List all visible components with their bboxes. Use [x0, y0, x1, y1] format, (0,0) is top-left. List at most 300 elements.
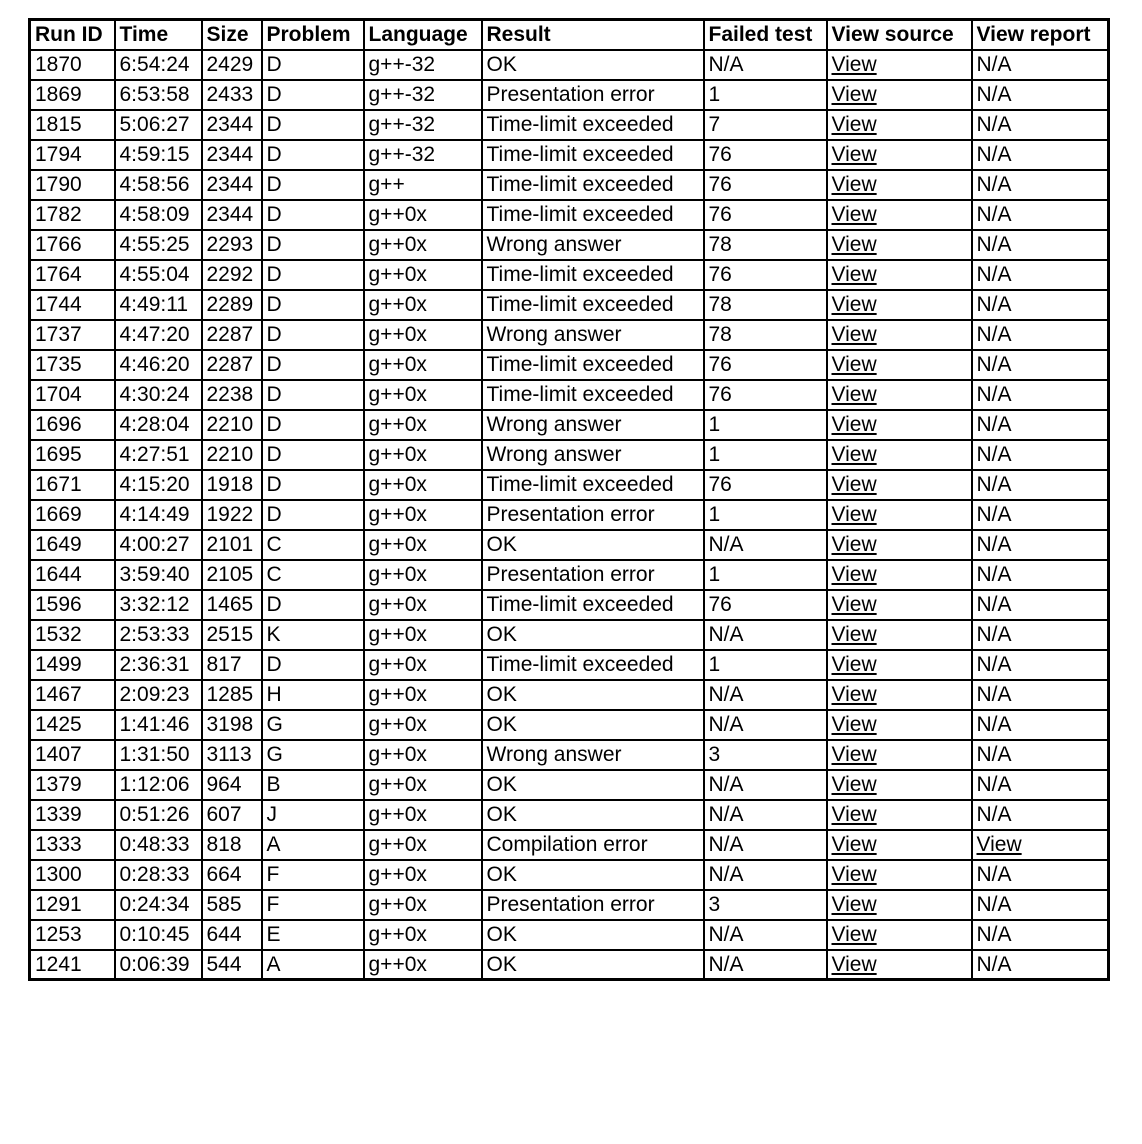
cell-problem: B — [262, 770, 364, 800]
view-source-link[interactable]: View — [831, 353, 877, 376]
cell-problem: D — [262, 440, 364, 470]
table-row — [30, 920, 1109, 950]
cell-time: 4:55:04 — [115, 260, 202, 290]
cell-run-id: 1241 — [30, 950, 115, 980]
cell-time: 4:30:24 — [115, 380, 202, 410]
view-source-link[interactable]: View — [831, 503, 877, 526]
cell-problem: F — [262, 860, 364, 890]
cell-language: g++0x — [364, 860, 482, 890]
cell-time: 0:10:45 — [115, 920, 202, 950]
cell-language: g++0x — [364, 800, 482, 830]
column-header-result: Result — [482, 20, 704, 50]
table-row — [30, 560, 1109, 590]
cell-problem: D — [262, 380, 364, 410]
cell-failed-test: 76 — [704, 140, 827, 170]
cell-language: g++0x — [364, 890, 482, 920]
view-source-link[interactable]: View — [831, 83, 877, 106]
table-row — [30, 800, 1109, 830]
cell-view-report: N/A — [972, 350, 1109, 380]
cell-failed-test: 3 — [704, 890, 827, 920]
cell-time: 2:09:23 — [115, 680, 202, 710]
cell-result: OK — [482, 710, 704, 740]
cell-run-id: 1532 — [30, 620, 115, 650]
cell-view-report: N/A — [972, 560, 1109, 590]
cell-size: 2287 — [202, 350, 262, 380]
cell-view-source — [827, 110, 972, 140]
cell-size: 2105 — [202, 560, 262, 590]
cell-failed-test: 76 — [704, 350, 827, 380]
table-row — [30, 410, 1109, 440]
column-header-run-id: Run ID — [30, 20, 115, 50]
cell-problem: D — [262, 320, 364, 350]
cell-size: 544 — [202, 950, 262, 980]
cell-result: Wrong answer — [482, 740, 704, 770]
cell-time: 6:54:24 — [115, 50, 202, 80]
view-source-link[interactable]: View — [831, 113, 877, 136]
cell-failed-test: 3 — [704, 740, 827, 770]
view-source-link[interactable]: View — [831, 773, 877, 796]
cell-result: Presentation error — [482, 500, 704, 530]
cell-result: OK — [482, 620, 704, 650]
cell-language: g++0x — [364, 770, 482, 800]
cell-problem: C — [262, 530, 364, 560]
cell-view-source — [827, 350, 972, 380]
column-header-view-source: View source — [827, 20, 972, 50]
cell-view-report: N/A — [972, 260, 1109, 290]
cell-time: 0:51:26 — [115, 800, 202, 830]
cell-failed-test: N/A — [704, 50, 827, 80]
cell-language: g++0x — [364, 830, 482, 860]
column-header-problem: Problem — [262, 20, 364, 50]
cell-run-id: 1695 — [30, 440, 115, 470]
cell-size: 2210 — [202, 410, 262, 440]
cell-view-report: N/A — [972, 590, 1109, 620]
view-source-link[interactable]: View — [831, 233, 877, 256]
cell-view-source — [827, 590, 972, 620]
view-source-link[interactable]: View — [831, 143, 877, 166]
cell-language: g++0x — [364, 440, 482, 470]
cell-view-report — [972, 830, 1109, 860]
cell-size: 2210 — [202, 440, 262, 470]
runs-table — [28, 18, 1110, 981]
table-row — [30, 620, 1109, 650]
table-row — [30, 710, 1109, 740]
cell-problem: A — [262, 950, 364, 980]
cell-problem: J — [262, 800, 364, 830]
cell-run-id: 1764 — [30, 260, 115, 290]
view-source-link[interactable]: View — [831, 413, 877, 436]
cell-run-id: 1669 — [30, 500, 115, 530]
cell-run-id: 1735 — [30, 350, 115, 380]
cell-language: g++0x — [364, 410, 482, 440]
cell-view-report: N/A — [972, 500, 1109, 530]
cell-language: g++0x — [364, 650, 482, 680]
view-source-link[interactable]: View — [831, 263, 877, 286]
cell-view-report: N/A — [972, 710, 1109, 740]
cell-view-source — [827, 380, 972, 410]
view-source-link[interactable]: View — [831, 443, 877, 466]
cell-view-report: N/A — [972, 650, 1109, 680]
cell-time: 4:59:15 — [115, 140, 202, 170]
table-row — [30, 470, 1109, 500]
cell-run-id: 1300 — [30, 860, 115, 890]
cell-run-id: 1782 — [30, 200, 115, 230]
view-source-link[interactable]: View — [831, 683, 877, 706]
cell-problem: F — [262, 890, 364, 920]
cell-problem: E — [262, 920, 364, 950]
cell-language: g++0x — [364, 560, 482, 590]
cell-time: 0:28:33 — [115, 860, 202, 890]
cell-failed-test: 1 — [704, 440, 827, 470]
cell-view-source — [827, 530, 972, 560]
cell-view-report: N/A — [972, 860, 1109, 890]
cell-problem: D — [262, 470, 364, 500]
cell-run-id: 1333 — [30, 830, 115, 860]
table-row — [30, 350, 1109, 380]
cell-result: OK — [482, 530, 704, 560]
cell-time: 4:28:04 — [115, 410, 202, 440]
cell-view-report: N/A — [972, 110, 1109, 140]
cell-view-report: N/A — [972, 410, 1109, 440]
cell-time: 0:06:39 — [115, 950, 202, 980]
cell-size: 2101 — [202, 530, 262, 560]
cell-size: 1285 — [202, 680, 262, 710]
header-row — [30, 20, 1109, 50]
view-source-link[interactable]: View — [831, 893, 877, 916]
cell-size: 1465 — [202, 590, 262, 620]
cell-failed-test: N/A — [704, 830, 827, 860]
cell-failed-test: 78 — [704, 320, 827, 350]
view-source-link[interactable]: View — [831, 833, 877, 856]
cell-run-id: 1467 — [30, 680, 115, 710]
cell-size: 2238 — [202, 380, 262, 410]
cell-problem: D — [262, 410, 364, 440]
cell-view-source — [827, 890, 972, 920]
cell-time: 4:47:20 — [115, 320, 202, 350]
cell-result: Wrong answer — [482, 440, 704, 470]
cell-size: 2344 — [202, 200, 262, 230]
table-row — [30, 650, 1109, 680]
cell-language: g++-32 — [364, 110, 482, 140]
cell-result: OK — [482, 770, 704, 800]
cell-problem: D — [262, 50, 364, 80]
cell-time: 4:14:49 — [115, 500, 202, 530]
cell-view-source — [827, 950, 972, 980]
view-source-link[interactable]: View — [831, 743, 877, 766]
cell-view-source — [827, 320, 972, 350]
view-source-link[interactable]: View — [831, 173, 877, 196]
cell-view-source — [827, 920, 972, 950]
cell-size: 3113 — [202, 740, 262, 770]
table-row — [30, 830, 1109, 860]
cell-size: 2287 — [202, 320, 262, 350]
cell-result: OK — [482, 950, 704, 980]
table-row — [30, 680, 1109, 710]
cell-size: 2344 — [202, 170, 262, 200]
cell-view-source — [827, 770, 972, 800]
cell-view-report: N/A — [972, 290, 1109, 320]
cell-result: OK — [482, 800, 704, 830]
cell-problem: D — [262, 350, 364, 380]
table-row — [30, 50, 1109, 80]
cell-language: g++0x — [364, 230, 482, 260]
cell-problem: H — [262, 680, 364, 710]
view-source-link[interactable]: View — [831, 923, 877, 946]
view-source-link[interactable]: View — [831, 952, 877, 976]
view-source-link[interactable]: View — [831, 203, 877, 226]
cell-size: 1918 — [202, 470, 262, 500]
cell-view-source — [827, 800, 972, 830]
cell-view-report: N/A — [972, 470, 1109, 500]
cell-language: g++0x — [364, 950, 482, 980]
cell-view-report: N/A — [972, 950, 1109, 980]
cell-view-source — [827, 410, 972, 440]
table-row — [30, 890, 1109, 920]
cell-time: 1:31:50 — [115, 740, 202, 770]
view-source-link[interactable]: View — [831, 473, 877, 496]
cell-problem: D — [262, 650, 364, 680]
cell-language: g++0x — [364, 200, 482, 230]
cell-time: 2:53:33 — [115, 620, 202, 650]
column-header-time: Time — [115, 20, 202, 50]
cell-size: 664 — [202, 860, 262, 890]
cell-run-id: 1704 — [30, 380, 115, 410]
cell-language: g++ — [364, 170, 482, 200]
cell-time: 0:48:33 — [115, 830, 202, 860]
cell-view-source — [827, 500, 972, 530]
cell-problem: D — [262, 170, 364, 200]
cell-view-source — [827, 470, 972, 500]
view-source-link[interactable]: View — [831, 323, 877, 346]
cell-failed-test: 76 — [704, 470, 827, 500]
cell-language: g++0x — [364, 710, 482, 740]
cell-view-report: N/A — [972, 920, 1109, 950]
cell-language: g++0x — [364, 380, 482, 410]
cell-time: 0:24:34 — [115, 890, 202, 920]
table-row — [30, 530, 1109, 560]
cell-result: Presentation error — [482, 80, 704, 110]
cell-view-source — [827, 440, 972, 470]
cell-result: Time-limit exceeded — [482, 200, 704, 230]
cell-run-id: 1644 — [30, 560, 115, 590]
submissions-page — [0, 18, 1142, 1144]
cell-view-report: N/A — [972, 740, 1109, 770]
cell-run-id: 1671 — [30, 470, 115, 500]
view-source-link[interactable]: View — [831, 383, 877, 406]
cell-view-report: N/A — [972, 770, 1109, 800]
cell-time: 5:06:27 — [115, 110, 202, 140]
cell-problem: D — [262, 200, 364, 230]
cell-problem: D — [262, 260, 364, 290]
cell-failed-test: N/A — [704, 770, 827, 800]
cell-time: 1:41:46 — [115, 710, 202, 740]
cell-failed-test: N/A — [704, 800, 827, 830]
cell-failed-test: 1 — [704, 80, 827, 110]
cell-run-id: 1425 — [30, 710, 115, 740]
cell-language: g++0x — [364, 290, 482, 320]
cell-result: OK — [482, 680, 704, 710]
cell-problem: K — [262, 620, 364, 650]
view-source-link[interactable]: View — [831, 53, 877, 76]
cell-view-source — [827, 830, 972, 860]
cell-view-source — [827, 80, 972, 110]
cell-problem: D — [262, 110, 364, 140]
cell-time: 1:12:06 — [115, 770, 202, 800]
cell-view-report: N/A — [972, 800, 1109, 830]
cell-view-source — [827, 230, 972, 260]
cell-failed-test: 78 — [704, 230, 827, 260]
cell-run-id: 1499 — [30, 650, 115, 680]
cell-run-id: 1379 — [30, 770, 115, 800]
cell-view-source — [827, 560, 972, 590]
cell-view-source — [827, 200, 972, 230]
cell-view-report: N/A — [972, 170, 1109, 200]
cell-failed-test: N/A — [704, 920, 827, 950]
cell-view-report: N/A — [972, 890, 1109, 920]
cell-result: OK — [482, 920, 704, 950]
cell-size: 1922 — [202, 500, 262, 530]
cell-problem: D — [262, 230, 364, 260]
cell-size: 964 — [202, 770, 262, 800]
cell-problem: D — [262, 500, 364, 530]
cell-view-report: N/A — [972, 80, 1109, 110]
table-row — [30, 110, 1109, 140]
cell-time: 4:58:09 — [115, 200, 202, 230]
cell-run-id: 1870 — [30, 50, 115, 80]
cell-time: 4:49:11 — [115, 290, 202, 320]
cell-result: Time-limit exceeded — [482, 380, 704, 410]
cell-size: 817 — [202, 650, 262, 680]
cell-time: 4:58:56 — [115, 170, 202, 200]
cell-failed-test: N/A — [704, 620, 827, 650]
cell-size: 2289 — [202, 290, 262, 320]
cell-language: g++0x — [364, 350, 482, 380]
cell-language: g++-32 — [364, 50, 482, 80]
cell-time: 6:53:58 — [115, 80, 202, 110]
cell-run-id: 1253 — [30, 920, 115, 950]
view-source-link[interactable]: View — [831, 653, 877, 676]
cell-view-source — [827, 170, 972, 200]
cell-language: g++0x — [364, 260, 482, 290]
cell-time: 3:59:40 — [115, 560, 202, 590]
cell-run-id: 1649 — [30, 530, 115, 560]
cell-failed-test: 1 — [704, 500, 827, 530]
cell-language: g++0x — [364, 620, 482, 650]
column-header-view-report: View report — [972, 20, 1109, 50]
cell-failed-test: 76 — [704, 260, 827, 290]
table-row — [30, 950, 1109, 980]
cell-problem: D — [262, 80, 364, 110]
cell-problem: D — [262, 590, 364, 620]
cell-time: 3:32:12 — [115, 590, 202, 620]
cell-size: 2344 — [202, 140, 262, 170]
cell-size: 2292 — [202, 260, 262, 290]
cell-view-report: N/A — [972, 620, 1109, 650]
table-row — [30, 500, 1109, 530]
cell-size: 818 — [202, 830, 262, 860]
view-source-link[interactable]: View — [831, 533, 877, 556]
cell-result: Presentation error — [482, 560, 704, 590]
cell-result: Time-limit exceeded — [482, 350, 704, 380]
cell-failed-test: 1 — [704, 650, 827, 680]
cell-run-id: 1794 — [30, 140, 115, 170]
cell-failed-test: N/A — [704, 710, 827, 740]
cell-failed-test: 76 — [704, 590, 827, 620]
cell-failed-test: 7 — [704, 110, 827, 140]
cell-language: g++-32 — [364, 80, 482, 110]
cell-run-id: 1766 — [30, 230, 115, 260]
cell-run-id: 1696 — [30, 410, 115, 440]
cell-result: Time-limit exceeded — [482, 110, 704, 140]
view-source-link[interactable]: View — [831, 623, 877, 646]
cell-view-source — [827, 710, 972, 740]
cell-view-source — [827, 860, 972, 890]
table-row — [30, 380, 1109, 410]
cell-view-source — [827, 620, 972, 650]
table-row — [30, 770, 1109, 800]
cell-view-report: N/A — [972, 140, 1109, 170]
cell-size: 3198 — [202, 710, 262, 740]
cell-result: Time-limit exceeded — [482, 140, 704, 170]
cell-result: Time-limit exceeded — [482, 260, 704, 290]
view-report-link[interactable]: View — [976, 833, 1022, 856]
cell-size: 2433 — [202, 80, 262, 110]
cell-result: Wrong answer — [482, 410, 704, 440]
cell-result: OK — [482, 860, 704, 890]
cell-failed-test: N/A — [704, 950, 827, 980]
column-header-size: Size — [202, 20, 262, 50]
table-row — [30, 230, 1109, 260]
cell-failed-test: 1 — [704, 560, 827, 590]
cell-view-report: N/A — [972, 530, 1109, 560]
cell-failed-test: N/A — [704, 680, 827, 710]
view-source-link[interactable]: View — [831, 563, 877, 586]
cell-run-id: 1744 — [30, 290, 115, 320]
view-source-link[interactable]: View — [831, 863, 877, 886]
cell-result: Time-limit exceeded — [482, 470, 704, 500]
view-source-link[interactable]: View — [831, 593, 877, 616]
view-source-link[interactable]: View — [831, 713, 877, 736]
cell-run-id: 1339 — [30, 800, 115, 830]
table-row — [30, 170, 1109, 200]
cell-time: 4:55:25 — [115, 230, 202, 260]
cell-view-source — [827, 740, 972, 770]
cell-language: g++0x — [364, 470, 482, 500]
cell-result: Presentation error — [482, 890, 704, 920]
cell-size: 2293 — [202, 230, 262, 260]
view-source-link[interactable]: View — [831, 803, 877, 826]
cell-result: Time-limit exceeded — [482, 290, 704, 320]
cell-run-id: 1869 — [30, 80, 115, 110]
cell-run-id: 1790 — [30, 170, 115, 200]
table-row — [30, 320, 1109, 350]
cell-result: Time-limit exceeded — [482, 650, 704, 680]
cell-view-report: N/A — [972, 50, 1109, 80]
cell-language: g++0x — [364, 500, 482, 530]
cell-view-report: N/A — [972, 200, 1109, 230]
cell-language: g++0x — [364, 680, 482, 710]
cell-run-id: 1737 — [30, 320, 115, 350]
cell-language: g++0x — [364, 320, 482, 350]
cell-view-report: N/A — [972, 380, 1109, 410]
cell-problem: C — [262, 560, 364, 590]
cell-result: Wrong answer — [482, 320, 704, 350]
cell-size: 2429 — [202, 50, 262, 80]
cell-language: g++0x — [364, 740, 482, 770]
cell-problem: D — [262, 140, 364, 170]
cell-problem: D — [262, 290, 364, 320]
view-source-link[interactable]: View — [831, 293, 877, 316]
